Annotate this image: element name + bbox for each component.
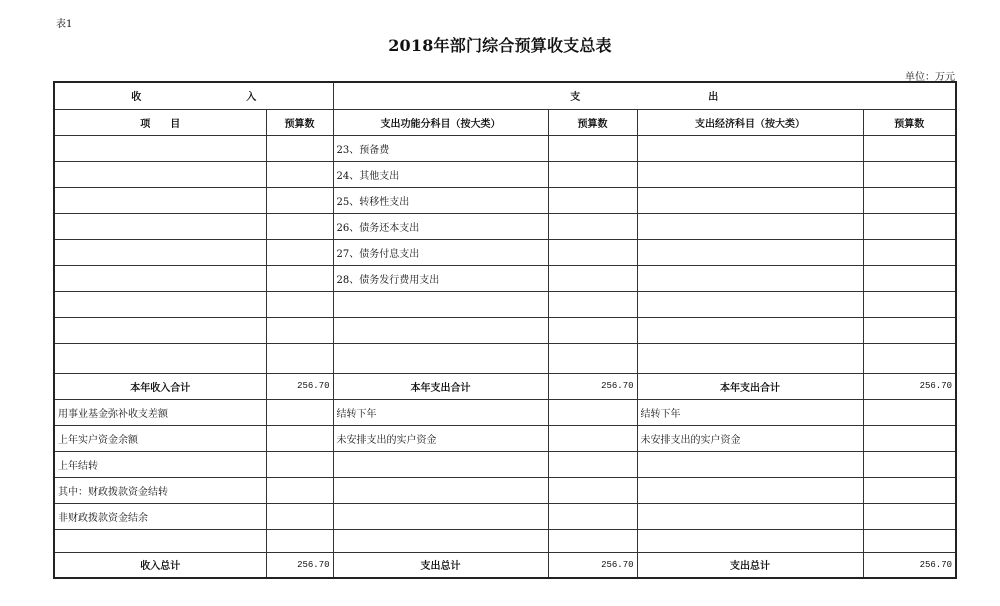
empty-row <box>54 343 956 373</box>
cell-func-budget <box>548 161 637 187</box>
cell-econ-item <box>637 265 863 291</box>
cell-income-budget <box>266 291 333 317</box>
income-header-char: 收 <box>131 92 142 104</box>
empty-row <box>54 291 956 317</box>
cell-func-item: 23、预备费 <box>333 135 548 161</box>
cell-func-item <box>333 477 548 503</box>
table-row <box>54 399 956 425</box>
cell-econ-item <box>637 161 863 187</box>
expense-section-title <box>337 88 953 103</box>
table-row <box>54 503 956 529</box>
cell-econ-budget <box>863 239 956 265</box>
cell-econ-budget <box>863 317 956 343</box>
expense-section-header <box>333 82 956 109</box>
cell-income-item <box>54 291 266 317</box>
cell-func-item <box>333 317 548 343</box>
table-row <box>54 135 956 161</box>
cell-econ-budget <box>863 265 956 291</box>
cell-income-budget <box>266 529 333 552</box>
cell-func-budget <box>548 343 637 373</box>
unit-label: 单位：万元 <box>905 72 955 83</box>
expense-header-char: 出 <box>708 92 719 104</box>
cell-income-item: 上年实户资金余额 <box>54 425 266 451</box>
empty-row <box>54 317 956 343</box>
cell-func-budget <box>548 503 637 529</box>
budget-table <box>53 81 957 579</box>
cell-income-budget <box>266 451 333 477</box>
cell-econ-item <box>637 135 863 161</box>
cell-func-item: 未安排支出的实户资金 <box>333 425 548 451</box>
cell-income-item <box>54 213 266 239</box>
cell-income-budget <box>266 161 333 187</box>
cell-econ-item <box>637 529 863 552</box>
cell-income-item <box>54 265 266 291</box>
section-header-row <box>54 82 956 109</box>
cell-income-item <box>54 317 266 343</box>
subtotal-income-value: 256.70 <box>266 373 333 399</box>
cell-econ-item: 结转下年 <box>637 399 863 425</box>
cell-econ-budget <box>863 161 956 187</box>
cell-income-budget <box>266 503 333 529</box>
cell-income-budget <box>266 135 333 161</box>
cell-econ-budget <box>863 135 956 161</box>
cell-econ-item <box>637 291 863 317</box>
table-row <box>54 239 956 265</box>
col-header-econ-budget: 预算数 <box>863 109 956 135</box>
cell-func-budget <box>548 265 637 291</box>
subtotal-income-label: 本年收入合计 <box>54 373 266 399</box>
table-row <box>54 213 956 239</box>
cell-econ-item <box>637 213 863 239</box>
cell-income-budget <box>266 317 333 343</box>
cell-econ-budget <box>863 213 956 239</box>
col-header-func-item: 支出功能分科目（按大类） <box>333 109 548 135</box>
cell-econ-budget <box>863 291 956 317</box>
cell-func-item: 26、债务还本支出 <box>333 213 548 239</box>
cell-econ-budget <box>863 187 956 213</box>
cell-income-item <box>54 135 266 161</box>
cell-econ-budget <box>863 529 956 552</box>
total-row <box>54 552 956 578</box>
cell-func-item: 28、债务发行费用支出 <box>333 265 548 291</box>
subtotal-func-label: 本年支出合计 <box>333 373 548 399</box>
cell-func-item <box>333 451 548 477</box>
cell-func-item <box>333 291 548 317</box>
cell-income-budget <box>266 399 333 425</box>
cell-func-budget <box>548 399 637 425</box>
total-income-value: 256.70 <box>266 552 333 578</box>
col-header-income-budget: 预算数 <box>266 109 333 135</box>
cell-func-budget <box>548 317 637 343</box>
cell-econ-budget <box>863 451 956 477</box>
cell-func-item <box>333 343 548 373</box>
page-title: 2018年部门综合预算收支总表 <box>388 36 612 55</box>
cell-func-item: 27、债务付息支出 <box>333 239 548 265</box>
cell-income-budget <box>266 239 333 265</box>
col-header-func-budget: 预算数 <box>548 109 637 135</box>
cell-income-budget <box>266 187 333 213</box>
cell-func-budget <box>548 213 637 239</box>
subtotal-row <box>54 373 956 399</box>
income-section-title <box>58 88 330 103</box>
cell-income-budget <box>266 425 333 451</box>
income-section-header <box>54 82 333 109</box>
cell-income-item <box>54 161 266 187</box>
cell-func-budget <box>548 187 637 213</box>
table-row <box>54 161 956 187</box>
table-row <box>54 451 956 477</box>
cell-func-item <box>333 529 548 552</box>
total-econ-label: 支出总计 <box>637 552 863 578</box>
cell-func-item: 25、转移性支出 <box>333 187 548 213</box>
cell-econ-item <box>637 503 863 529</box>
cell-income-budget <box>266 213 333 239</box>
cell-income-item <box>54 529 266 552</box>
col-header-income-item: 项 目 <box>54 109 266 135</box>
cell-econ-item <box>637 239 863 265</box>
cell-func-budget <box>548 291 637 317</box>
cell-func-budget <box>548 135 637 161</box>
cell-econ-item <box>637 343 863 373</box>
cell-income-item: 用事业基金弥补收支差额 <box>54 399 266 425</box>
cell-func-budget <box>548 425 637 451</box>
cell-econ-item <box>637 317 863 343</box>
cell-income-item: 上年结转 <box>54 451 266 477</box>
cell-func-item <box>333 503 548 529</box>
subtotal-econ-label: 本年支出合计 <box>637 373 863 399</box>
cell-econ-budget <box>863 503 956 529</box>
table-row <box>54 477 956 503</box>
cell-econ-item <box>637 477 863 503</box>
cell-econ-budget <box>863 399 956 425</box>
total-func-label: 支出总计 <box>333 552 548 578</box>
income-header-char: 入 <box>246 92 257 104</box>
cell-func-budget <box>548 239 637 265</box>
empty-row <box>54 529 956 552</box>
subtotal-econ-value: 256.70 <box>863 373 956 399</box>
cell-econ-item <box>637 451 863 477</box>
cell-func-item: 24、其他支出 <box>333 161 548 187</box>
table-row <box>54 425 956 451</box>
cell-econ-budget <box>863 477 956 503</box>
cell-income-item: 非财政拨款资金结余 <box>54 503 266 529</box>
total-func-value: 256.70 <box>548 552 637 578</box>
col-header-econ-item: 支出经济科目（按大类） <box>637 109 863 135</box>
total-econ-value: 256.70 <box>863 552 956 578</box>
cell-func-budget <box>548 529 637 552</box>
table-label: 表1 <box>56 19 73 30</box>
cell-func-budget <box>548 477 637 503</box>
cell-func-item: 结转下年 <box>333 399 548 425</box>
cell-func-budget <box>548 451 637 477</box>
cell-income-item <box>54 343 266 373</box>
cell-income-item <box>54 239 266 265</box>
cell-econ-budget <box>863 425 956 451</box>
cell-income-budget <box>266 265 333 291</box>
cell-econ-item <box>637 187 863 213</box>
expense-header-char: 支 <box>570 92 581 104</box>
table-row <box>54 265 956 291</box>
cell-income-budget <box>266 343 333 373</box>
subtotal-func-value: 256.70 <box>548 373 637 399</box>
cell-income-item <box>54 187 266 213</box>
column-header-row <box>54 109 956 135</box>
cell-econ-item: 未安排支出的实户资金 <box>637 425 863 451</box>
cell-income-budget <box>266 477 333 503</box>
table-row <box>54 187 956 213</box>
cell-income-item: 其中：财政拨款资金结转 <box>54 477 266 503</box>
total-income-label: 收入总计 <box>54 552 266 578</box>
cell-econ-budget <box>863 343 956 373</box>
